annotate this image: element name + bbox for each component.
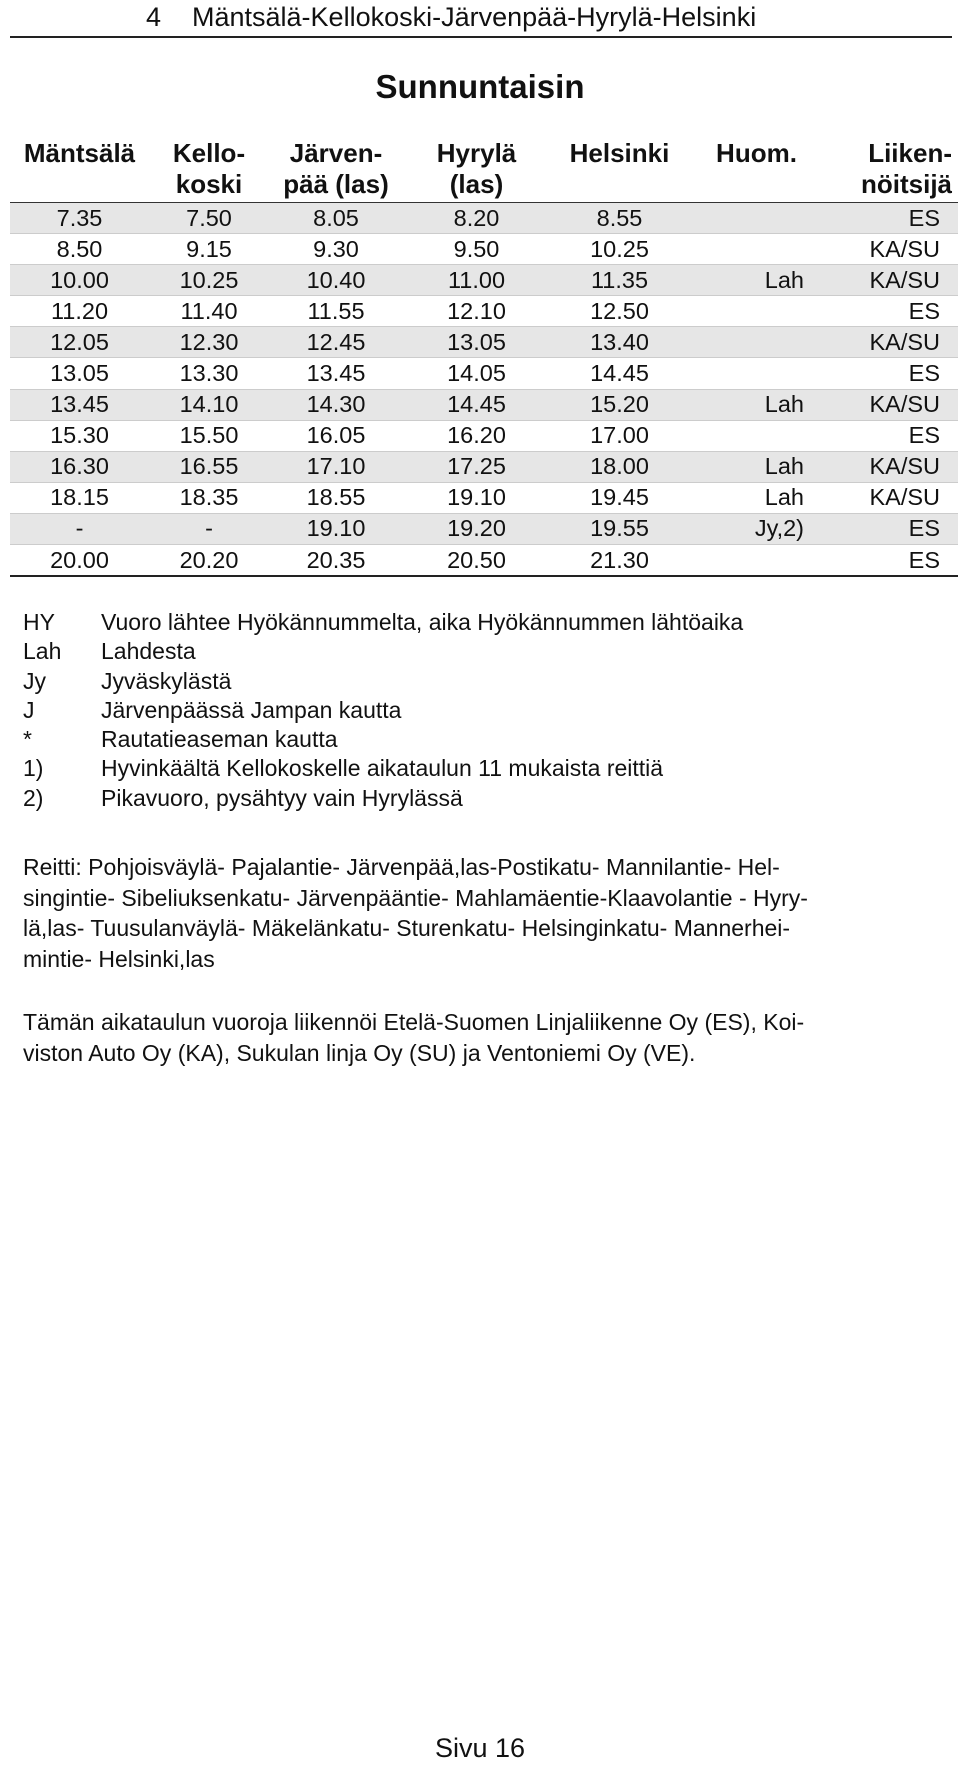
time-cell: 11.00	[403, 265, 550, 296]
time-cell: 17.10	[269, 451, 403, 482]
column-header	[824, 138, 958, 203]
operator-cell: ES	[824, 420, 958, 451]
column-header-line2	[10, 169, 149, 200]
table-row	[10, 420, 958, 451]
text-line: viston Auto Oy (KA), Sukulan linja Oy (SU) ja Ventoniemi Oy (VE).	[23, 1039, 696, 1066]
time-cell: 10.25	[149, 265, 269, 296]
legend-abbreviation: *	[23, 726, 32, 753]
time-cell: 15.20	[550, 389, 689, 420]
column-header-line1: Helsinki	[569, 138, 670, 168]
time-cell: 13.05	[403, 327, 550, 358]
note-cell: Lah	[689, 389, 824, 420]
text-line: Reitti: Pohjoisväylä- Pajalantie- Järvenpää,las-Postikatu- Mannilantie- Hel-	[23, 854, 780, 880]
note-cell	[689, 358, 824, 389]
time-cell: 8.05	[269, 203, 403, 234]
operator-cell: ES	[824, 203, 958, 234]
time-cell: 12.05	[10, 327, 149, 358]
column-header-line2	[689, 169, 824, 200]
time-cell: 19.10	[269, 513, 403, 544]
time-cell: 16.55	[149, 451, 269, 482]
time-cell: 18.35	[149, 482, 269, 513]
time-cell: 20.50	[403, 545, 550, 577]
table-row	[10, 358, 958, 389]
table-row	[10, 265, 958, 296]
header-row	[10, 138, 958, 203]
note-cell	[689, 203, 824, 234]
table-row	[10, 482, 958, 513]
time-cell: 12.10	[403, 296, 550, 327]
legend-abbreviation: HY	[23, 609, 55, 635]
legend-item	[23, 754, 743, 783]
table-row	[10, 203, 958, 234]
operator-cell: ES	[824, 296, 958, 327]
time-cell: 9.15	[149, 234, 269, 265]
time-cell: 20.00	[10, 545, 149, 577]
time-cell: 14.45	[550, 358, 689, 389]
time-cell: 10.40	[269, 265, 403, 296]
time-cell: 17.00	[550, 420, 689, 451]
time-cell: 16.30	[10, 451, 149, 482]
column-header-line1: Huom.	[716, 138, 797, 168]
table-row	[10, 389, 958, 420]
time-cell: 13.45	[10, 389, 149, 420]
legend-abbreviation: Lah	[23, 638, 62, 665]
time-cell: 13.30	[149, 358, 269, 389]
legend-item	[23, 637, 743, 666]
table-row	[10, 513, 958, 544]
column-header-line2: (las)	[449, 169, 504, 199]
time-cell: 11.20	[10, 296, 149, 327]
time-cell: 8.50	[10, 234, 149, 265]
time-cell: 14.05	[403, 358, 550, 389]
time-cell: 19.20	[403, 513, 550, 544]
text-line: lä,las- Tuusulanväylä- Mäkelänkatu- Sturenkatu- Helsinginkatu- Mannerhei-	[23, 915, 791, 941]
legend-abbreviation: Jy	[23, 667, 46, 694]
operator-cell: KA/SU	[824, 234, 958, 265]
timetable-body	[10, 203, 958, 577]
note-cell	[689, 327, 824, 358]
route-description	[23, 852, 923, 974]
legend-abbreviation: J	[23, 696, 35, 723]
table-row	[10, 451, 958, 482]
time-cell: 19.45	[550, 482, 689, 513]
column-header-line1: Kello-	[172, 138, 246, 168]
column-header-line2	[550, 169, 689, 200]
timetable	[10, 138, 958, 577]
column-header	[689, 138, 824, 203]
operator-cell: ES	[824, 545, 958, 577]
column-header	[10, 138, 149, 203]
column-header-line2: koski	[175, 169, 243, 199]
time-cell: -	[149, 513, 269, 544]
time-cell: 16.05	[269, 420, 403, 451]
legend-text: Lahdesta	[101, 638, 196, 665]
time-cell: 13.45	[269, 358, 403, 389]
note-cell: Lah	[689, 482, 824, 513]
note-cell	[689, 234, 824, 265]
operator-cell: KA/SU	[824, 265, 958, 296]
time-cell: 12.50	[550, 296, 689, 327]
time-cell: 13.05	[10, 358, 149, 389]
legend-abbreviation: 1)	[23, 755, 44, 782]
legend-abbreviation: 2)	[23, 784, 44, 811]
legend-item	[23, 696, 743, 725]
time-cell: 18.55	[269, 482, 403, 513]
time-cell: 18.00	[550, 451, 689, 482]
time-cell: 14.30	[269, 389, 403, 420]
time-cell: 10.25	[550, 234, 689, 265]
time-cell: 19.10	[403, 482, 550, 513]
time-cell: 11.55	[269, 296, 403, 327]
time-cell: 20.35	[269, 545, 403, 577]
column-header-line2: nöitsijä	[860, 169, 952, 199]
legend-item	[23, 608, 743, 637]
time-cell: 13.40	[550, 327, 689, 358]
time-cell: 14.10	[149, 389, 269, 420]
operator-cell: KA/SU	[824, 482, 958, 513]
note-cell	[689, 296, 824, 327]
legend-text: Hyvinkäältä Kellokoskelle aikataulun 11 mukaista reittiä	[101, 755, 664, 782]
route-title: Mäntsälä-Kellokoski-Järvenpää-Hyrylä-Helsinki	[192, 2, 757, 32]
operator-cell: KA/SU	[824, 451, 958, 482]
time-cell: 12.45	[269, 327, 403, 358]
table-row	[10, 545, 958, 577]
operator-cell: KA/SU	[824, 389, 958, 420]
time-cell: 21.30	[550, 545, 689, 577]
table-row	[10, 296, 958, 327]
column-header	[269, 138, 403, 203]
operator-cell: ES	[824, 358, 958, 389]
table-row	[10, 327, 958, 358]
legend	[23, 608, 743, 813]
time-cell: 8.20	[403, 203, 550, 234]
text-line: mintie- Helsinki,las	[23, 945, 215, 972]
table-row	[10, 234, 958, 265]
operator-cell: ES	[824, 513, 958, 544]
note-cell: Lah	[689, 265, 824, 296]
page-number: Sivu 16	[434, 1733, 526, 1763]
legend-item	[23, 784, 743, 813]
note-cell: Jy,2)	[689, 513, 824, 544]
page-header	[10, 0, 952, 38]
time-cell: 11.40	[149, 296, 269, 327]
legend-item	[23, 725, 743, 754]
text-line: Tämän aikataulun vuoroja liikennöi Etelä-Suomen Linjaliikenne Oy (ES), Koi-	[23, 1009, 805, 1035]
time-cell: 20.20	[149, 545, 269, 577]
column-header-line1: Järven-	[289, 138, 383, 168]
column-header	[149, 138, 269, 203]
note-cell	[689, 420, 824, 451]
time-cell: 8.55	[550, 203, 689, 234]
time-cell: 11.35	[550, 265, 689, 296]
note-cell	[689, 545, 824, 577]
time-cell: 19.55	[550, 513, 689, 544]
legend-text: Rautatieaseman kautta	[101, 726, 338, 753]
time-cell: 17.25	[403, 451, 550, 482]
legend-text: Jyväskylästä	[101, 667, 232, 694]
time-cell: 18.15	[10, 482, 149, 513]
text-line: singintie- Sibeliuksenkatu- Järvenpääntie- Mahlamäentie-Klaavolantie - Hyry-	[23, 884, 808, 911]
time-cell: 10.00	[10, 265, 149, 296]
column-header-line1: Hyrylä	[436, 138, 517, 168]
operators-description	[23, 1007, 923, 1068]
time-cell: 9.50	[403, 234, 550, 265]
time-cell: -	[10, 513, 149, 544]
time-cell: 14.45	[403, 389, 550, 420]
time-cell: 15.50	[149, 420, 269, 451]
legend-text: Vuoro lähtee Hyökännummelta, aika Hyökännummen lähtöaika	[101, 609, 744, 635]
time-cell: 7.50	[149, 203, 269, 234]
legend-text: Järvenpäässä Jampan kautta	[101, 696, 402, 723]
time-cell: 12.30	[149, 327, 269, 358]
operator-cell: KA/SU	[824, 327, 958, 358]
column-header-line2: pää (las)	[283, 169, 389, 199]
column-header-line1: Mäntsälä	[23, 138, 136, 168]
legend-text: Pikavuoro, pysähtyy vain Hyrylässä	[101, 784, 463, 811]
column-header	[403, 138, 550, 203]
day-title: Sunnuntaisin	[375, 68, 585, 105]
note-cell: Lah	[689, 451, 824, 482]
time-cell: 9.30	[269, 234, 403, 265]
time-cell: 16.20	[403, 420, 550, 451]
column-header	[550, 138, 689, 203]
time-cell: 7.35	[10, 203, 149, 234]
legend-item	[23, 667, 743, 696]
time-cell: 15.30	[10, 420, 149, 451]
route-number: 4	[146, 2, 162, 32]
column-header-line1: Liiken-	[868, 138, 952, 168]
